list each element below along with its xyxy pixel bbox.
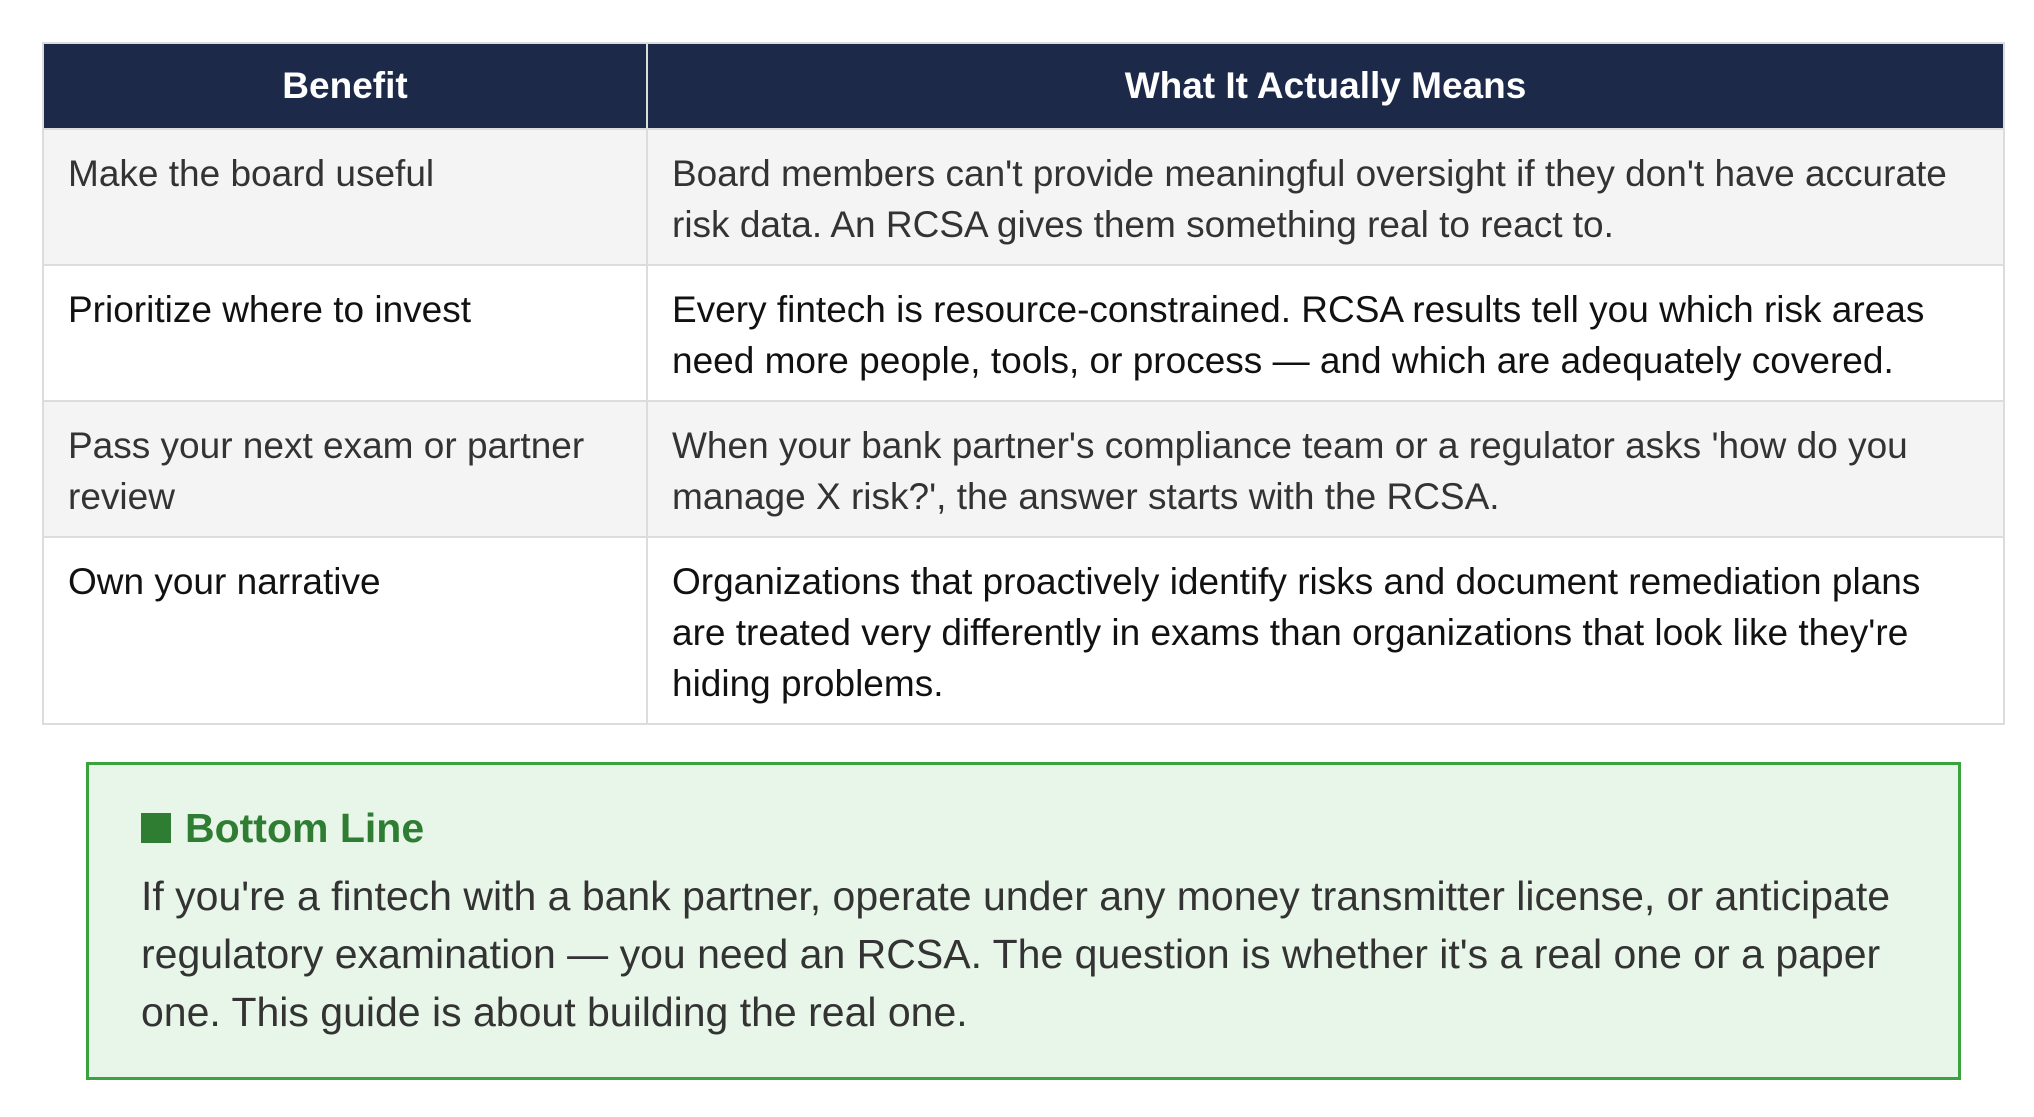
callout-body: If you're a fintech with a bank partner, operate under any money transmitter license, or anticipate regulatory examination — you need an RCSA. The question is whether it's a real one or a paper one. This guide is about building the real one.: [141, 873, 1891, 1035]
square-icon: [141, 813, 171, 843]
column-header-benefit: Benefit: [43, 43, 647, 129]
table-header-row: [43, 43, 2004, 129]
column-header-meaning: What It Actually Means: [647, 43, 2004, 129]
meaning-cell: Organizations that proactively identify risks and document remediation plans are treated very differently in exams than organizations that look like they're hiding problems.: [647, 537, 2004, 724]
table-row: [43, 265, 2004, 401]
benefit-cell: Pass your next exam or partner review: [43, 401, 647, 537]
callout-heading: [141, 803, 1906, 853]
meaning-cell: When your bank partner's compliance team or a regulator asks 'how do you manage X risk?', the answer starts with the RCSA.: [647, 401, 2004, 537]
table-row: [43, 401, 2004, 537]
table-row: [43, 129, 2004, 265]
table-row: [43, 537, 2004, 724]
meaning-cell: Every fintech is resource-constrained. RCSA results tell you which risk areas need more people, tools, or process — and which are adequately covered.: [647, 265, 2004, 401]
callout-title: Bottom Line: [185, 805, 425, 851]
benefit-cell: Prioritize where to invest: [43, 265, 647, 401]
meaning-cell: Board members can't provide meaningful oversight if they don't have accurate risk data. An RCSA gives them something real to react to.: [647, 129, 2004, 265]
benefit-cell: Make the board useful: [43, 129, 647, 265]
benefit-cell: Own your narrative: [43, 537, 647, 724]
bottom-line-callout: [86, 762, 1961, 1080]
benefits-table: [42, 42, 2005, 725]
